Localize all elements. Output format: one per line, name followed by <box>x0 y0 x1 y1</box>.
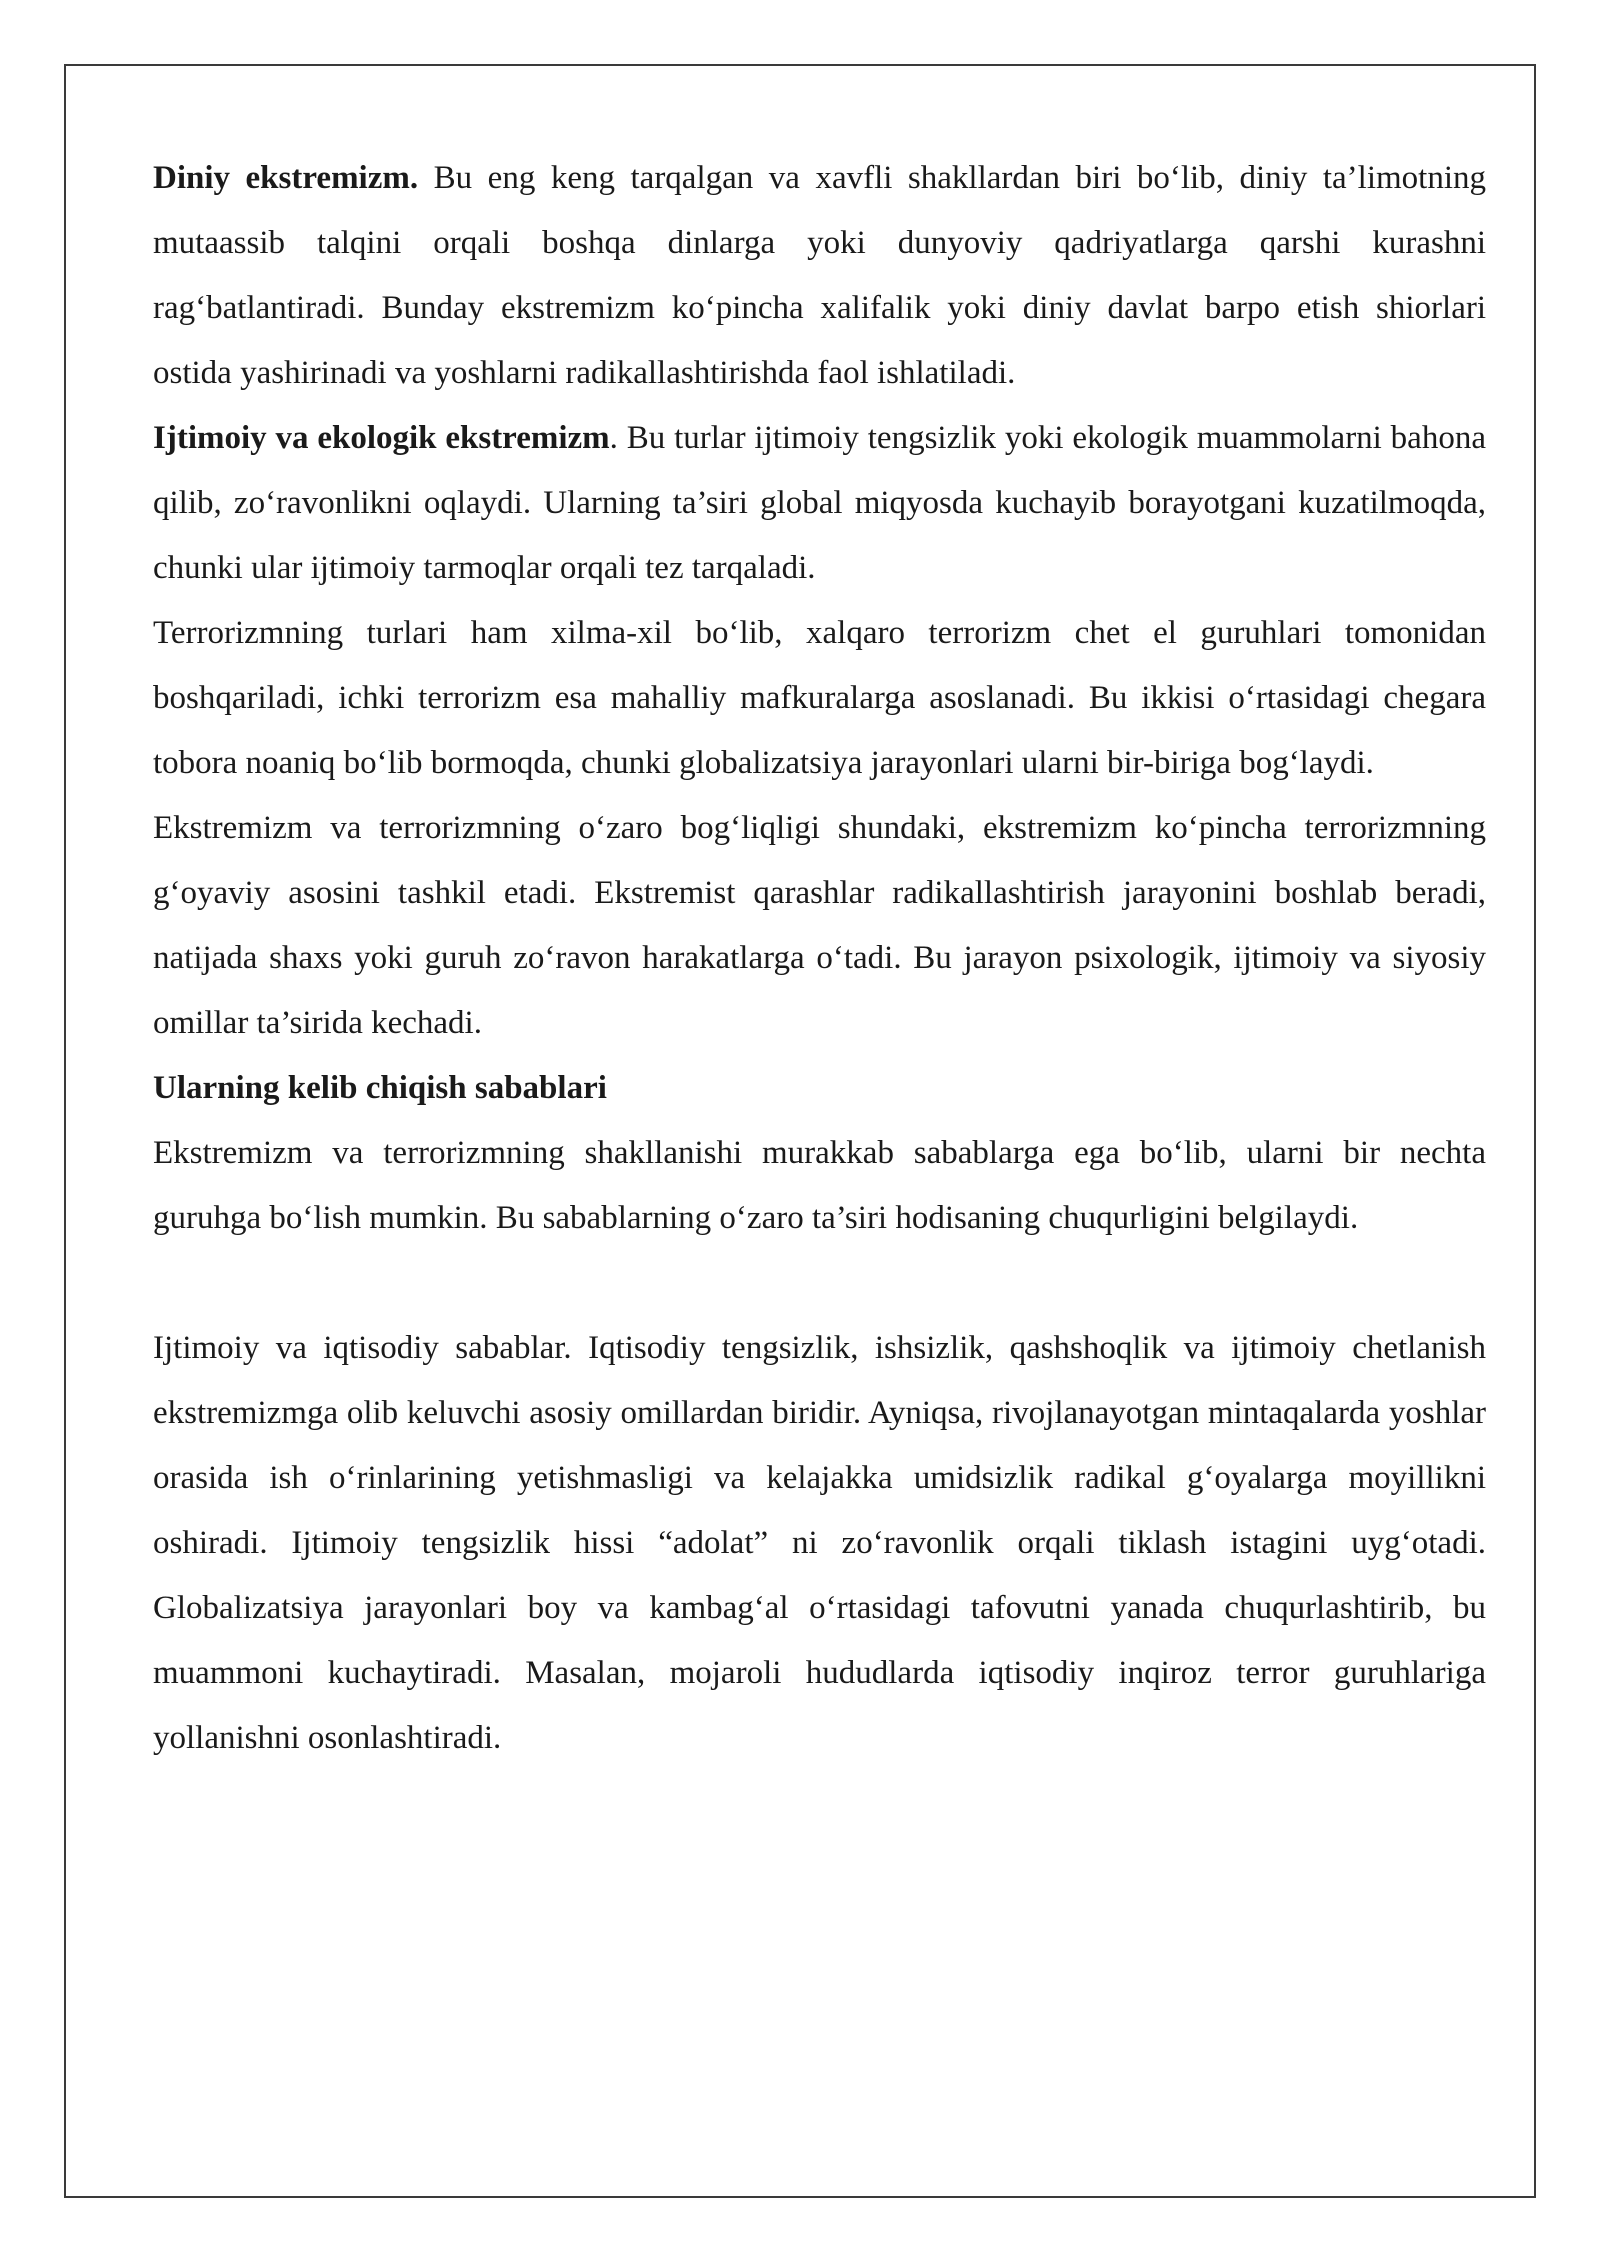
blank-line <box>153 1251 1486 1316</box>
paragraph-shakllanishi: Ekstremizm va terrorizmning shakllanishi murakkab sabablarga ega bo‘lib, ularni bir nechta guruhga bo‘lish mumkin. Bu sabablarning o‘zaro ta’siri hodisaning chuqurligini belgilaydi. <box>153 1135 1486 1236</box>
paragraph-lead-bold: Diniy ekstremizm. <box>153 160 419 196</box>
paragraph-lead-bold: Ijtimoiy va ekologik ekstremizm <box>153 420 610 456</box>
paragraph-iqtisodiy-sabablar: Ijtimoiy va iqtisodiy sabablar. Iqtisodiy tengsizlik, ishsizlik, qashshoqlik va ijtimoiy chetlanish ekstremizmga olib keluvchi asosiy omillardan biridir. Ayniqsa, rivojlanayotgan mintaqalarda yoshlar orasida ish o‘rinlarining yetishmasligi va kelajakka umidsizlik radikal g‘oyalarga moyillikni oshiradi. Ijtimoiy tengsizlik hissi “adolat” ni zo‘ravonlik orqali tiklash istagini uyg‘otadi. Globalizatsiya jarayonlari boy va kambag‘al o‘rtasidagi tafovutni yanada chuqurlashtirib, bu muammoni kuchaytiradi. Masalan, mojaroli hududlarda iqtisodiy inqiroz terror guruhlariga yollanishni osonlashtiradi. <box>153 1330 1486 1756</box>
paragraph-diniy-ekstremizm <box>153 146 1486 406</box>
section-heading: Ularning kelib chiqish sabablari <box>153 1070 607 1106</box>
paragraph-terrorizm-turlari: Terrorizmning turlari ham xilma-xil bo‘lib, xalqaro terrorizm chet el guruhlari tomonidan boshqariladi, ichki terrorizm esa mahalliy mafkuralarga asoslanadi. Bu ikkisi o‘rtasidagi chegara tobora noaniq bo‘lib bormoqda, chunki globalizatsiya jarayonlari ularni bir-biriga bog‘laydi. <box>153 615 1486 781</box>
paragraph-ijtimoiy-ekologik <box>153 406 1486 601</box>
paragraph-ozaro-bogliqlik: Ekstremizm va terrorizmning o‘zaro bog‘liqligi shundaki, ekstremizm ko‘pincha terrorizmning g‘oyaviy asosini tashkil etadi. Ekstremist qarashlar radikallashtirish jarayonini boshlab beradi, natijada shaxs yoki guruh zo‘ravon harakatlarga o‘tadi. Bu jarayon psixologik, ijtimoiy va siyosiy omillar ta’sirida kechadi. <box>153 810 1486 1041</box>
paragraph-text: . Bu turlar ijtimoiy tengsizlik yoki ekologik muammolarni bahona qilib, zo‘ravonlikni oqlaydi. Ularning ta’siri global miqyosda kuchayib borayotgani kuzatilmoqda, chunki ular ijtimoiy tarmoqlar orqali tez tarqaladi. <box>153 420 1486 586</box>
paragraph-text: Bu eng keng tarqalgan va xavfli shakllardan biri bo‘lib, diniy ta’limotning mutaassib talqini orqali boshqa dinlarga yoki dunyoviy qadriyatlarga qarshi kurashni rag‘batlantiradi. Bunday ekstremizm ko‘pincha xalifalik yoki diniy davlat barpo etish shiorlari ostida yashirinadi va yoshlarni radikallashtirishda faol ishlatiladi. <box>153 160 1486 391</box>
document-body <box>153 146 1486 1771</box>
